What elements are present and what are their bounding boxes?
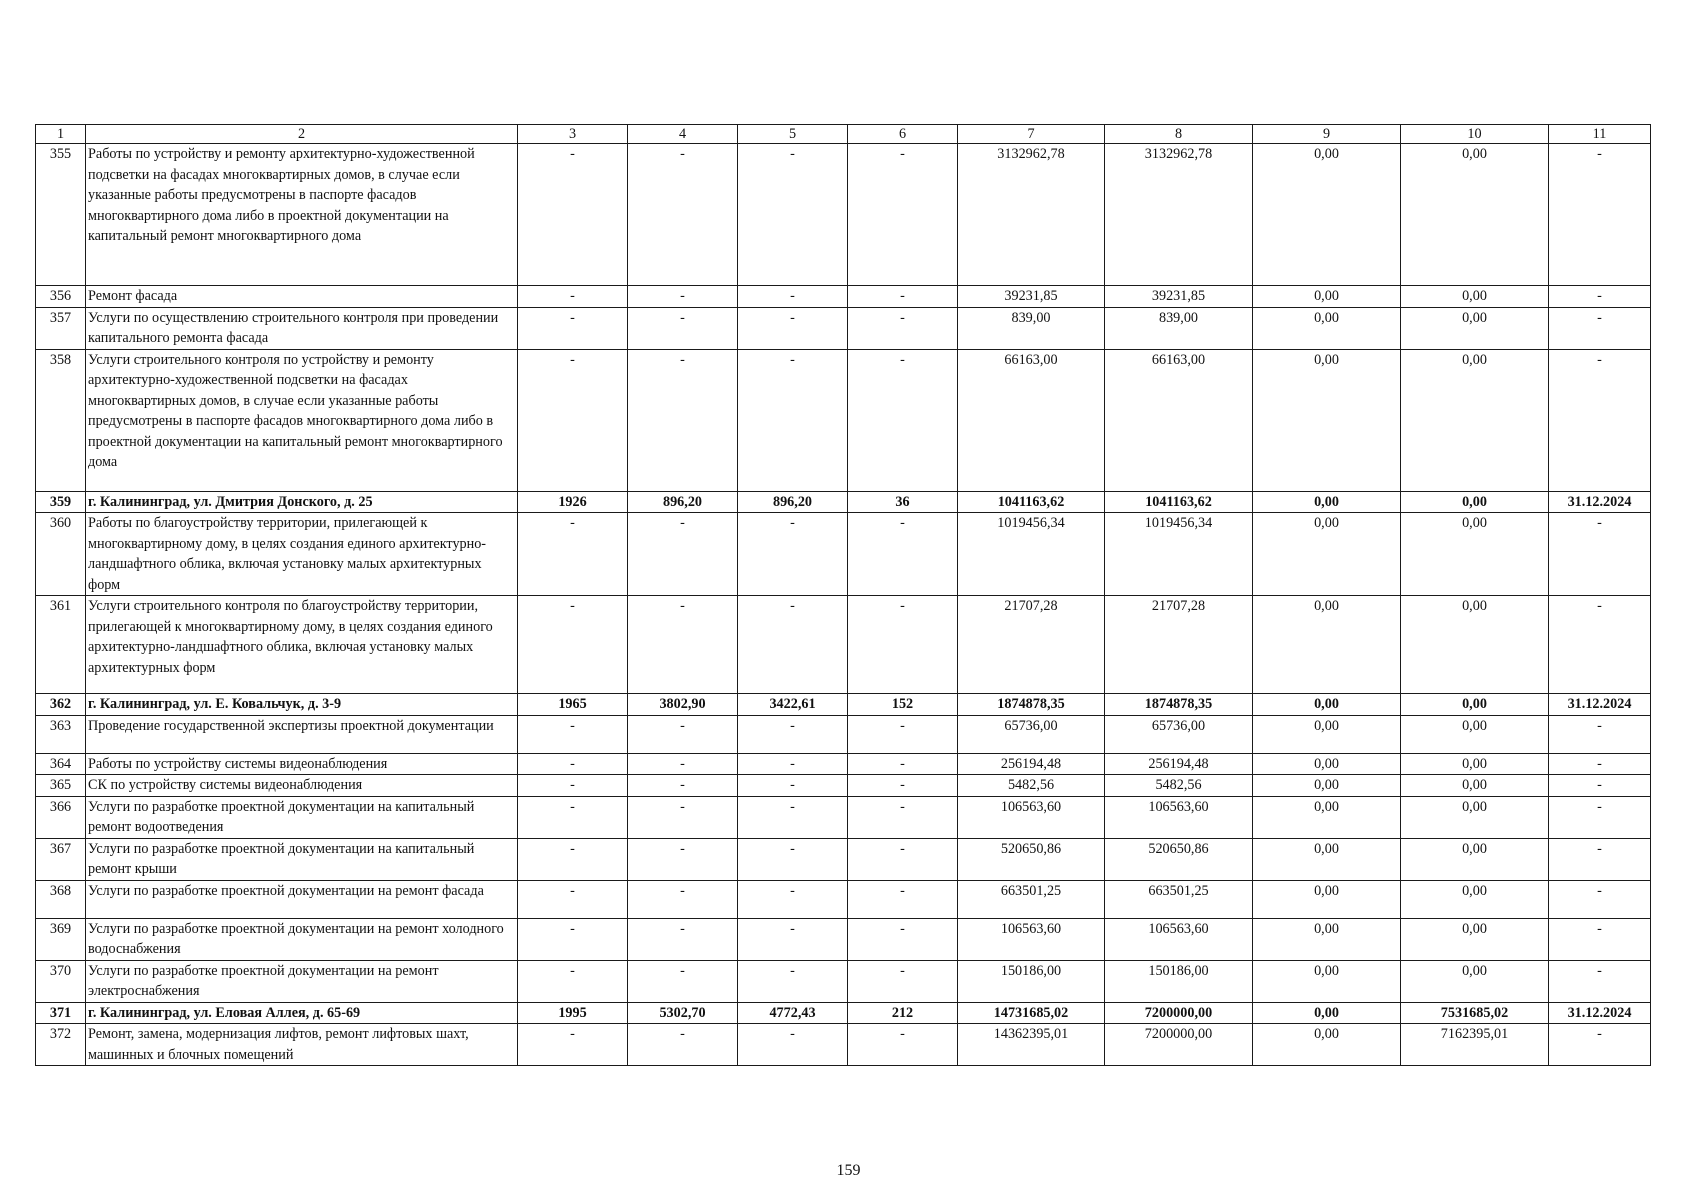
col-8-value: 839,00 <box>1105 307 1253 349</box>
col-8-value: 7200000,00 <box>1105 1024 1253 1066</box>
col-6-value: - <box>848 307 958 349</box>
col-11-value: - <box>1549 1024 1651 1066</box>
row-number: 365 <box>36 775 86 797</box>
address-row <box>36 694 1651 716</box>
table-body <box>36 125 1651 1066</box>
col-10-value: 0,00 <box>1401 513 1549 596</box>
col-8-value: 3132962,78 <box>1105 144 1253 286</box>
col-7-value: 839,00 <box>958 307 1105 349</box>
col-7-value: 150186,00 <box>958 960 1105 1002</box>
col-3-value: - <box>518 349 628 491</box>
col-5-value: - <box>738 775 848 797</box>
col-8-value: 150186,00 <box>1105 960 1253 1002</box>
col-11-value: - <box>1549 513 1651 596</box>
col-9-value: 0,00 <box>1253 307 1401 349</box>
work-description: Услуги по осуществлению строительного контроля при проведении капитального ремонта фасада <box>86 307 518 349</box>
column-header: 6 <box>848 125 958 144</box>
work-description: Работы по благоустройству территории, прилегающей к многоквартирному дому, в целях создания единого архитектурно-ландшафтного облика, включая установку малых архитектурных форм <box>86 513 518 596</box>
col-11-value: - <box>1549 960 1651 1002</box>
col-10-value: 0,00 <box>1401 349 1549 491</box>
col-5-value: 896,20 <box>738 491 848 513</box>
col-5-value: - <box>738 960 848 1002</box>
col-5-value: - <box>738 144 848 286</box>
work-item-row <box>36 286 1651 308</box>
col-3-value: - <box>518 838 628 880</box>
col-6-value: - <box>848 513 958 596</box>
col-6-value: - <box>848 753 958 775</box>
col-10-value: 0,00 <box>1401 715 1549 753</box>
col-8-value: 1019456,34 <box>1105 513 1253 596</box>
row-number: 357 <box>36 307 86 349</box>
col-7-value: 1019456,34 <box>958 513 1105 596</box>
col-7-value: 256194,48 <box>958 753 1105 775</box>
col-7-value: 520650,86 <box>958 838 1105 880</box>
col-9-value: 0,00 <box>1253 715 1401 753</box>
col-3-value: - <box>518 307 628 349</box>
col-7-value: 106563,60 <box>958 918 1105 960</box>
col-5-value: - <box>738 596 848 694</box>
col-9-value: 0,00 <box>1253 753 1401 775</box>
col-10-value: 0,00 <box>1401 880 1549 918</box>
row-number: 368 <box>36 880 86 918</box>
col-4-value: - <box>628 960 738 1002</box>
row-number: 367 <box>36 838 86 880</box>
col-5-value: - <box>738 307 848 349</box>
row-number: 363 <box>36 715 86 753</box>
work-description: г. Калининград, ул. Дмитрия Донского, д. 25 <box>86 491 518 513</box>
work-item-row <box>36 349 1651 491</box>
row-number: 360 <box>36 513 86 596</box>
col-10-value: 0,00 <box>1401 918 1549 960</box>
col-3-value: 1965 <box>518 694 628 716</box>
col-3-value: - <box>518 513 628 596</box>
work-item-row <box>36 880 1651 918</box>
col-9-value: 0,00 <box>1253 960 1401 1002</box>
row-number: 361 <box>36 596 86 694</box>
col-3-value: - <box>518 596 628 694</box>
col-10-value: 0,00 <box>1401 796 1549 838</box>
work-description: Работы по устройству и ремонту архитектурно-художественной подсветки на фасадах многоквартирных домов, в случае если указанные работы предусмотрены в паспорте фасадов многоквартирного дома либо в проектной документации на капитальный ремонт многоквартирного дома <box>86 144 518 286</box>
col-5-value: 3422,61 <box>738 694 848 716</box>
work-item-row <box>36 715 1651 753</box>
col-3-value: - <box>518 286 628 308</box>
col-7-value: 65736,00 <box>958 715 1105 753</box>
column-header: 8 <box>1105 125 1253 144</box>
col-3-value: - <box>518 144 628 286</box>
col-6-value: - <box>848 960 958 1002</box>
col-4-value: - <box>628 838 738 880</box>
page-number: 159 <box>836 1162 861 1179</box>
col-7-value: 66163,00 <box>958 349 1105 491</box>
col-6-value: - <box>848 796 958 838</box>
col-8-value: 5482,56 <box>1105 775 1253 797</box>
col-4-value: - <box>628 596 738 694</box>
row-number: 356 <box>36 286 86 308</box>
col-4-value: - <box>628 144 738 286</box>
work-description: Услуги по разработке проектной документации на ремонт холодного водоснабжения <box>86 918 518 960</box>
col-5-value: - <box>738 796 848 838</box>
col-5-value: - <box>738 513 848 596</box>
col-9-value: 0,00 <box>1253 775 1401 797</box>
col-7-value: 39231,85 <box>958 286 1105 308</box>
col-8-value: 663501,25 <box>1105 880 1253 918</box>
col-6-value: 36 <box>848 491 958 513</box>
work-item-row <box>36 144 1651 286</box>
work-description: Услуги строительного контроля по устройству и ремонту архитектурно-художественной подсветки на фасадах многоквартирных домов, в случае если указанные работы предусмотрены в паспорте фасадов многоквартирного дома либо в проектной документации на капитальный ремонт многоквартирного дома <box>86 349 518 491</box>
col-4-value: - <box>628 1024 738 1066</box>
col-9-value: 0,00 <box>1253 694 1401 716</box>
col-11-value: - <box>1549 880 1651 918</box>
col-11-value: - <box>1549 838 1651 880</box>
work-description: Услуги по разработке проектной документации на ремонт электроснабжения <box>86 960 518 1002</box>
col-7-value: 21707,28 <box>958 596 1105 694</box>
col-11-value: - <box>1549 307 1651 349</box>
address-row <box>36 1002 1651 1024</box>
col-5-value: - <box>738 880 848 918</box>
col-3-value: - <box>518 1024 628 1066</box>
col-7-value: 1874878,35 <box>958 694 1105 716</box>
work-description: Ремонт, замена, модернизация лифтов, ремонт лифтовых шахт, машинных и блочных помещений <box>86 1024 518 1066</box>
work-item-row <box>36 838 1651 880</box>
col-8-value: 65736,00 <box>1105 715 1253 753</box>
col-7-value: 663501,25 <box>958 880 1105 918</box>
col-8-value: 7200000,00 <box>1105 1002 1253 1024</box>
col-11-value: 31.12.2024 <box>1549 1002 1651 1024</box>
work-description: Работы по устройству системы видеонаблюдения <box>86 753 518 775</box>
col-8-value: 39231,85 <box>1105 286 1253 308</box>
col-5-value: - <box>738 838 848 880</box>
col-8-value: 66163,00 <box>1105 349 1253 491</box>
work-item-row <box>36 796 1651 838</box>
work-description: Проведение государственной экспертизы проектной документации <box>86 715 518 753</box>
col-11-value: - <box>1549 286 1651 308</box>
column-header: 11 <box>1549 125 1651 144</box>
col-5-value: - <box>738 349 848 491</box>
col-6-value: - <box>848 838 958 880</box>
col-6-value: - <box>848 1024 958 1066</box>
column-header: 9 <box>1253 125 1401 144</box>
col-6-value: 212 <box>848 1002 958 1024</box>
col-9-value: 0,00 <box>1253 1002 1401 1024</box>
column-header: 1 <box>36 125 86 144</box>
col-11-value: - <box>1549 796 1651 838</box>
col-10-value: 0,00 <box>1401 286 1549 308</box>
col-8-value: 1041163,62 <box>1105 491 1253 513</box>
col-6-value: - <box>848 596 958 694</box>
col-3-value: - <box>518 775 628 797</box>
row-number: 372 <box>36 1024 86 1066</box>
col-3-value: - <box>518 715 628 753</box>
col-9-value: 0,00 <box>1253 491 1401 513</box>
col-9-value: 0,00 <box>1253 880 1401 918</box>
row-number: 371 <box>36 1002 86 1024</box>
col-10-value: 0,00 <box>1401 144 1549 286</box>
col-9-value: 0,00 <box>1253 1024 1401 1066</box>
col-9-value: 0,00 <box>1253 796 1401 838</box>
row-number: 364 <box>36 753 86 775</box>
col-5-value: - <box>738 918 848 960</box>
work-item-row <box>36 307 1651 349</box>
col-9-value: 0,00 <box>1253 144 1401 286</box>
col-4-value: - <box>628 513 738 596</box>
row-number: 358 <box>36 349 86 491</box>
col-7-value: 5482,56 <box>958 775 1105 797</box>
col-10-value: 7162395,01 <box>1401 1024 1549 1066</box>
col-3-value: 1995 <box>518 1002 628 1024</box>
col-10-value: 0,00 <box>1401 307 1549 349</box>
work-description: Ремонт фасада <box>86 286 518 308</box>
col-4-value: - <box>628 307 738 349</box>
col-4-value: - <box>628 796 738 838</box>
work-item-row <box>36 1024 1651 1066</box>
col-10-value: 0,00 <box>1401 775 1549 797</box>
col-5-value: - <box>738 753 848 775</box>
col-10-value: 0,00 <box>1401 838 1549 880</box>
col-6-value: - <box>848 775 958 797</box>
col-11-value: - <box>1549 144 1651 286</box>
work-description: Услуги по разработке проектной документации на капитальный ремонт водоотведения <box>86 796 518 838</box>
col-3-value: - <box>518 960 628 1002</box>
work-description: Услуги строительного контроля по благоустройству территории, прилегающей к многоквартирному дому, в целях создания единого архитектурно-ландшафтного облика, включая установку малых архитектурных форм <box>86 596 518 694</box>
col-8-value: 106563,60 <box>1105 796 1253 838</box>
col-11-value: - <box>1549 918 1651 960</box>
col-4-value: - <box>628 753 738 775</box>
col-8-value: 256194,48 <box>1105 753 1253 775</box>
col-3-value: - <box>518 880 628 918</box>
col-6-value: - <box>848 715 958 753</box>
col-5-value: 4772,43 <box>738 1002 848 1024</box>
col-7-value: 1041163,62 <box>958 491 1105 513</box>
col-9-value: 0,00 <box>1253 513 1401 596</box>
column-header: 3 <box>518 125 628 144</box>
col-10-value: 7531685,02 <box>1401 1002 1549 1024</box>
col-11-value: 31.12.2024 <box>1549 491 1651 513</box>
col-3-value: - <box>518 918 628 960</box>
col-11-value: - <box>1549 775 1651 797</box>
col-4-value: 5302,70 <box>628 1002 738 1024</box>
row-number: 359 <box>36 491 86 513</box>
col-9-value: 0,00 <box>1253 596 1401 694</box>
column-number-header-row <box>36 125 1651 144</box>
column-header: 4 <box>628 125 738 144</box>
row-number: 355 <box>36 144 86 286</box>
work-description: Услуги по разработке проектной документации на капитальный ремонт крыши <box>86 838 518 880</box>
col-11-value: - <box>1549 753 1651 775</box>
col-3-value: 1926 <box>518 491 628 513</box>
col-5-value: - <box>738 1024 848 1066</box>
col-11-value: - <box>1549 596 1651 694</box>
col-5-value: - <box>738 286 848 308</box>
col-8-value: 106563,60 <box>1105 918 1253 960</box>
address-row <box>36 491 1651 513</box>
col-4-value: - <box>628 775 738 797</box>
col-4-value: - <box>628 918 738 960</box>
column-header: 2 <box>86 125 518 144</box>
col-4-value: 896,20 <box>628 491 738 513</box>
work-item-row <box>36 513 1651 596</box>
column-header: 7 <box>958 125 1105 144</box>
column-header: 5 <box>738 125 848 144</box>
col-7-value: 14731685,02 <box>958 1002 1105 1024</box>
work-item-row <box>36 918 1651 960</box>
col-6-value: 152 <box>848 694 958 716</box>
col-4-value: 3802,90 <box>628 694 738 716</box>
col-7-value: 14362395,01 <box>958 1024 1105 1066</box>
col-8-value: 21707,28 <box>1105 596 1253 694</box>
work-description: СК по устройству системы видеонаблюдения <box>86 775 518 797</box>
row-number: 366 <box>36 796 86 838</box>
col-3-value: - <box>518 796 628 838</box>
col-10-value: 0,00 <box>1401 753 1549 775</box>
work-item-row <box>36 753 1651 775</box>
col-10-value: 0,00 <box>1401 694 1549 716</box>
col-7-value: 106563,60 <box>958 796 1105 838</box>
col-8-value: 1874878,35 <box>1105 694 1253 716</box>
col-11-value: 31.12.2024 <box>1549 694 1651 716</box>
col-4-value: - <box>628 715 738 753</box>
col-3-value: - <box>518 753 628 775</box>
col-10-value: 0,00 <box>1401 960 1549 1002</box>
col-6-value: - <box>848 918 958 960</box>
col-10-value: 0,00 <box>1401 491 1549 513</box>
work-description: г. Калининград, ул. Е. Ковальчук, д. 3-9 <box>86 694 518 716</box>
col-9-value: 0,00 <box>1253 349 1401 491</box>
row-number: 369 <box>36 918 86 960</box>
column-header: 10 <box>1401 125 1549 144</box>
work-item-row <box>36 960 1651 1002</box>
col-10-value: 0,00 <box>1401 596 1549 694</box>
col-5-value: - <box>738 715 848 753</box>
work-item-row <box>36 775 1651 797</box>
col-9-value: 0,00 <box>1253 838 1401 880</box>
col-6-value: - <box>848 286 958 308</box>
col-11-value: - <box>1549 349 1651 491</box>
col-8-value: 520650,86 <box>1105 838 1253 880</box>
row-number: 362 <box>36 694 86 716</box>
col-9-value: 0,00 <box>1253 286 1401 308</box>
work-item-row <box>36 596 1651 694</box>
col-9-value: 0,00 <box>1253 918 1401 960</box>
col-4-value: - <box>628 349 738 491</box>
work-description: г. Калининград, ул. Еловая Аллея, д. 65-69 <box>86 1002 518 1024</box>
col-6-value: - <box>848 349 958 491</box>
repair-program-table <box>35 124 1651 1066</box>
col-6-value: - <box>848 880 958 918</box>
col-6-value: - <box>848 144 958 286</box>
col-4-value: - <box>628 286 738 308</box>
work-description: Услуги по разработке проектной документации на ремонт фасада <box>86 880 518 918</box>
row-number: 370 <box>36 960 86 1002</box>
col-7-value: 3132962,78 <box>958 144 1105 286</box>
col-4-value: - <box>628 880 738 918</box>
col-11-value: - <box>1549 715 1651 753</box>
